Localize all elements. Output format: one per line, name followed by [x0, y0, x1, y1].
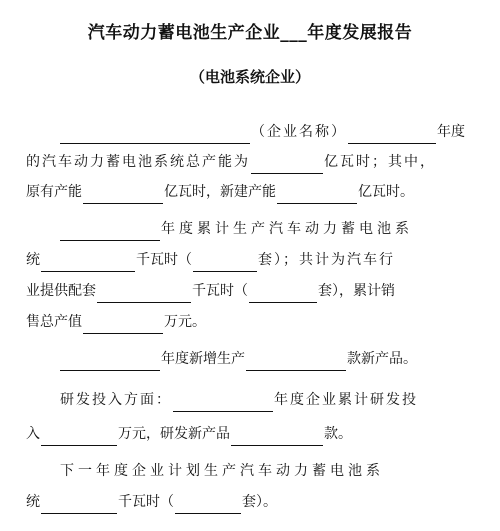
produced-sets-blank[interactable]	[193, 253, 257, 272]
p3-l1-text-b: 款新产品。	[347, 351, 417, 367]
p4-line-2	[26, 422, 474, 446]
p2-line-1	[26, 217, 474, 241]
p2-line-4	[26, 310, 474, 334]
p2-l4-text-a: 售总产值	[26, 314, 82, 330]
year-blank[interactable]	[348, 125, 436, 144]
p5-l2-text-b: 千瓦时（	[118, 494, 174, 510]
p1-line-1	[26, 120, 474, 144]
supplied-kwh-blank[interactable]	[97, 284, 191, 303]
rd-investment-blank[interactable]	[41, 427, 117, 446]
p2-l4-text-b: 万元。	[164, 314, 206, 330]
report-title: 汽车动力蓄电池生产企业___年度发展报告	[87, 23, 413, 43]
p4-l1-text-a: 研发投入方面：	[60, 392, 172, 408]
p4-l2-text-b: 万元，研发新产品	[118, 426, 230, 442]
p5-l2-text-a: 统	[26, 494, 40, 510]
p2-l3-text-a: 业提供配套	[26, 283, 96, 299]
rd-year-blank[interactable]	[173, 393, 273, 412]
p5-l1-text-a: 下一年度企业计划生产汽车动力蓄电池系	[60, 463, 384, 479]
report-subtitle: （电池系统企业）	[189, 68, 310, 86]
p1-l3-text-b: 亿瓦时，新建产能	[164, 184, 276, 200]
p5-l2-text-c: 套）。	[242, 494, 277, 510]
p2-line-2	[26, 248, 474, 272]
company-name-blank[interactable]	[60, 125, 250, 144]
produced-kwh-blank[interactable]	[41, 253, 135, 272]
new-products-count-blank[interactable]	[246, 352, 346, 371]
supplied-sets-blank[interactable]	[249, 284, 317, 303]
planned-kwh-blank[interactable]	[41, 495, 117, 514]
p2-l2-text-a: 统	[26, 252, 40, 268]
total-capacity-blank[interactable]	[251, 155, 323, 174]
p4-l1-text-b: 年度企业累计研发投	[274, 392, 418, 408]
p2-l3-text-b: 千瓦时（	[192, 283, 248, 299]
p5-line-1	[26, 459, 474, 483]
p4-l2-text-a: 入	[26, 426, 40, 442]
p1-l2-text-a: 的汽车动力蓄电池系统总产能为	[26, 154, 250, 170]
p1-l3-text-a: 原有产能	[26, 184, 82, 200]
sales-value-blank[interactable]	[83, 315, 163, 334]
p1-line-2	[26, 150, 474, 174]
p2-l2-text-b: 千瓦时（	[136, 252, 192, 268]
p2-line-3	[26, 279, 474, 303]
p3-line-1	[26, 347, 474, 371]
p1-l3-text-c: 亿瓦时。	[358, 184, 414, 200]
p1-l1-text-a: （企业名称）	[251, 124, 347, 140]
p1-l2-text-b: 亿瓦时；其中，	[324, 154, 436, 170]
p2-l3-text-c: 套），累计销	[318, 283, 395, 299]
p3-l1-text-a: 年度新增生产	[161, 351, 245, 367]
p2-l1-text-a: 年度累计生产汽车动力蓄电池系	[161, 221, 413, 237]
new-capacity-blank[interactable]	[277, 185, 357, 204]
rd-new-products-blank[interactable]	[231, 427, 323, 446]
new-products-year-blank[interactable]	[60, 352, 160, 371]
p4-line-1	[26, 388, 474, 412]
p5-line-2	[26, 490, 474, 514]
p1-line-3	[26, 180, 474, 204]
production-year-blank[interactable]	[60, 222, 160, 241]
existing-capacity-blank[interactable]	[83, 185, 163, 204]
p4-l2-text-c: 款。	[324, 426, 352, 442]
planned-sets-blank[interactable]	[175, 495, 241, 514]
p2-l2-text-c: 套）；共计为汽车行	[258, 252, 395, 268]
p1-l1-text-b: 年度	[437, 124, 465, 140]
